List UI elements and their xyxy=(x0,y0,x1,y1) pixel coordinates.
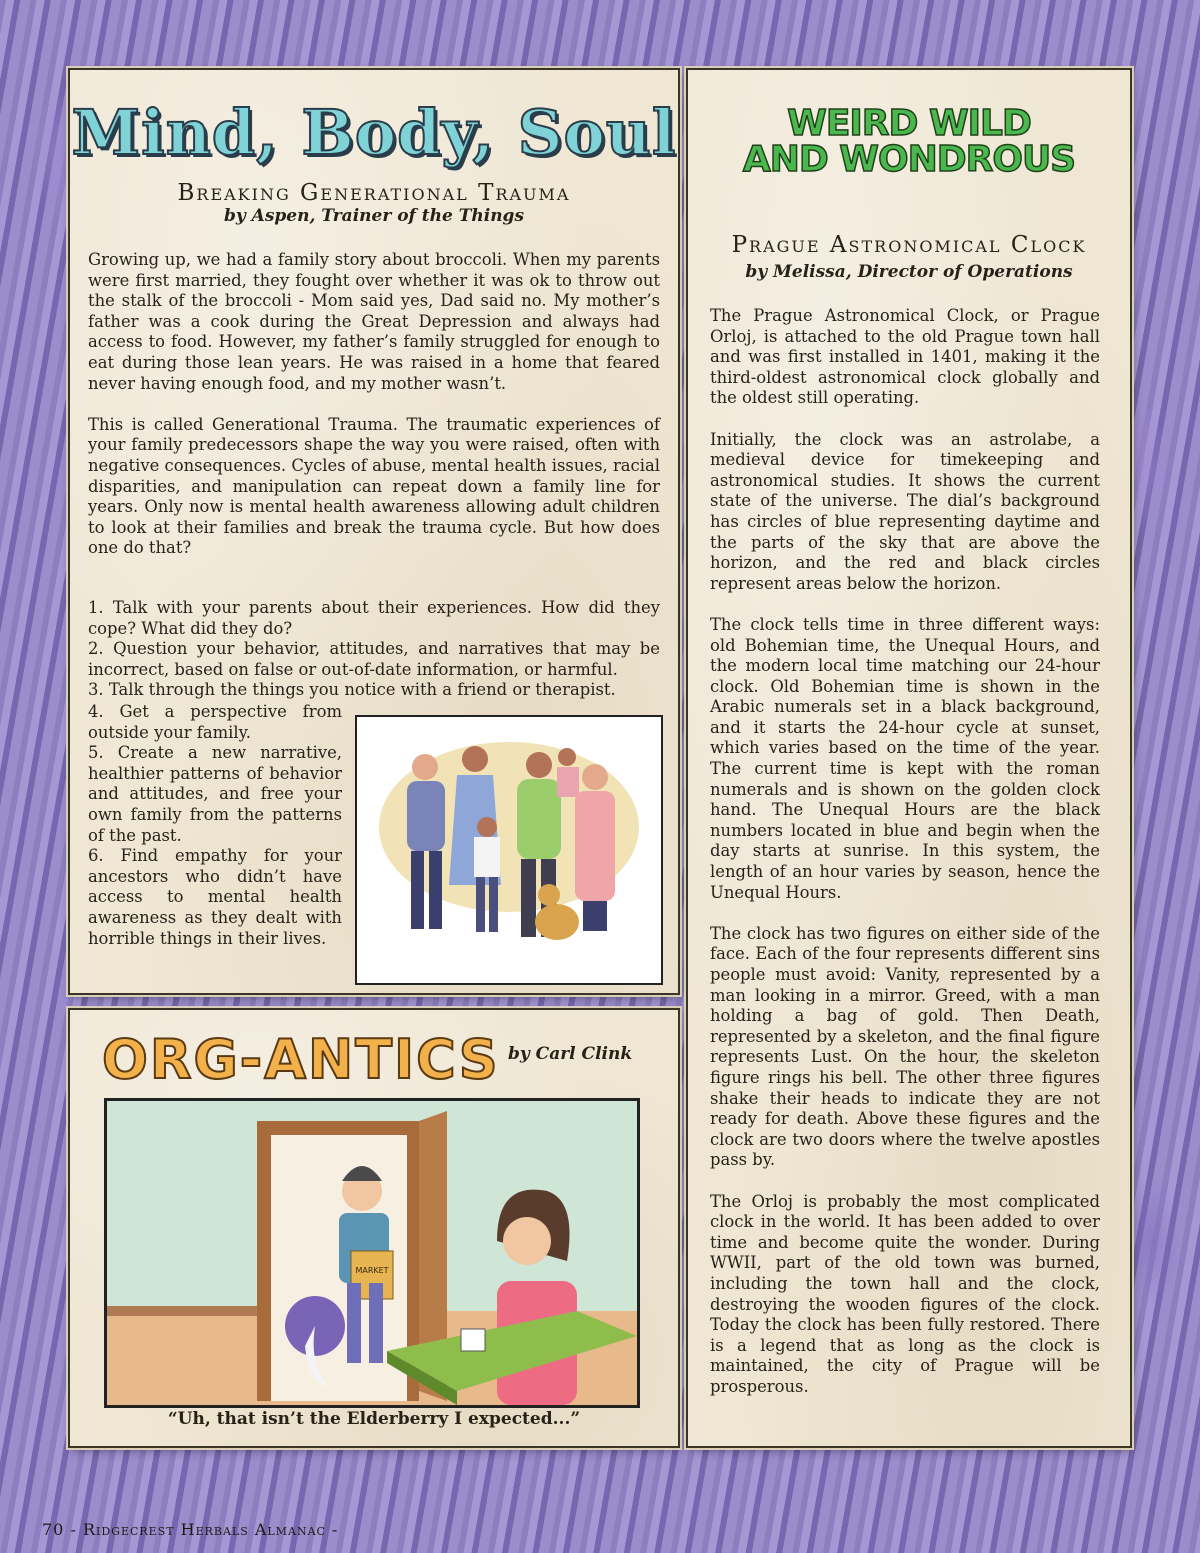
list-item: 6. Find empathy for your ancestors who didn’t have access to mental health awareness as they dealt with horrible things in their lives. xyxy=(88,846,342,948)
list-item: 4. Get a perspective from outside your family. xyxy=(88,702,342,742)
byline: by Carl Clink xyxy=(508,1044,633,1064)
paragraph: Growing up, we had a family story about broccoli. When my parents were first married, they fought over whether it was ok to throw out the stalk of the broccoli - Mom said yes, Dad said no. My mother’s father was a cook during the Great Depression and always had access to food. However, my father’s family struggled for enough to eat during those lean years. He was raised in a home that feared never having enough food, and my mother wasn’t. xyxy=(88,250,660,393)
paragraph: This is called Generational Trauma. The traumatic experiences of your family predecessors shape the way you were raised, often with negative consequences. Cycles of abuse, mental health issues, racial disparities, and manipulation can repeat down a family line for years. Only now is mental health awareness allowing adult children to look at their families and break the trauma cycle. But how does one do that? xyxy=(88,414,660,558)
family-illustration-art xyxy=(357,717,661,983)
section-title: ORG-ANTICS xyxy=(102,1028,500,1091)
paragraph: The clock has two figures on either side of the face. Each of the four represents different sins people must avoid: Vanity, represented by a man looking in a mirror. Greed, with a man holding a bag of gold. Then Death, represented by a skeleton, and the final figure represents Lust. On the hour, the skeleton figure rings his bell. The other three figures shake their heads to indicate they are not ready for death. Above these figures and the clock are two doors where the twelve apostles pass by. xyxy=(710,923,1100,1170)
byline: by Melissa, Director of Operations xyxy=(745,262,1073,282)
publication-name: - Ridgecrest Herbals Almanac - xyxy=(70,1520,339,1539)
article-body xyxy=(88,250,660,580)
byline: by Aspen, Trainer of the Things xyxy=(223,206,525,226)
paragraph: Initially, the clock was an astrolabe, a medieval device for timekeeping and astronomical studies. It shows the current state of the universe. The dial’s background has circles of blue representing daytime and the parts of the sky that are above the horizon, and the red and black circles represent areas below the horizon. xyxy=(710,429,1100,593)
page-footer xyxy=(42,1520,338,1539)
article-body xyxy=(710,306,1100,1418)
paragraph: The Orloj is probably the most complicated clock in the world. It has been added to over time and become quite the wonder. During WWII, part of the old town was burned, including the town hall and the clock, destroying the wooden figures of the clock. Today the clock has been fully restored. There is a legend that as long as the clock is maintained, the city of Prague will be prosperous. xyxy=(710,1191,1100,1396)
tips-list xyxy=(88,598,660,701)
family-illustration xyxy=(355,715,663,985)
comic-strip xyxy=(104,1098,640,1408)
section-title: Mind, Body, Soul xyxy=(71,96,677,169)
page-number: 70 xyxy=(42,1520,65,1539)
svg-text:MARKET: MARKET xyxy=(355,1266,389,1275)
list-item: 1. Talk with your parents about their experiences. How did they cope? What did they do? xyxy=(88,598,660,638)
mind-body-soul-panel xyxy=(70,70,678,993)
tips-list-continued xyxy=(88,702,342,949)
section-title-line1: WEIRD WILD xyxy=(787,103,1031,144)
section-title xyxy=(688,103,1130,180)
comic-art xyxy=(107,1101,637,1405)
paragraph: The clock tells time in three different ways: old Bohemian time, the Unequal Hours, and the modern local time matching our 24-hour clock. Old Bohemian time is shown in the Arabic numerals set in a black background, and it starts the 24-hour cycle at sunset, which varies based on the time of the year. The current time is kept with the roman numerals and is shown on the golden clock hand. The Unequal Hours are the black numbers located in blue and begin when the day starts at sunrise. In this system, the length of an hour varies by season, hence the Unequal Hours. xyxy=(710,614,1100,902)
section-title-line2: AND WONDROUS xyxy=(742,139,1076,180)
comic-caption: “Uh, that isn’t the Elderberry I expected...” xyxy=(167,1409,581,1429)
org-antics-panel xyxy=(70,1010,678,1446)
list-item: 5. Create a new narrative, healthier patterns of behavior and attitudes, and free your own family from the patterns of the past. xyxy=(88,743,342,845)
paragraph: The Prague Astronomical Clock, or Prague Orloj, is attached to the old Prague town hall and was first installed in 1401, making it the third-oldest astronomical clock globally and the oldest still operating. xyxy=(710,306,1100,408)
article-title: Prague Astronomical Clock xyxy=(731,232,1087,258)
article-title: Breaking Generational Trauma xyxy=(177,180,571,206)
list-item: 2. Question your behavior, attitudes, and narratives that may be incorrect, based on false or out-of-date information, or harmful. xyxy=(88,639,660,679)
weird-wild-panel xyxy=(688,70,1130,1446)
list-item: 3. Talk through the things you notice with a friend or therapist. xyxy=(88,680,616,700)
